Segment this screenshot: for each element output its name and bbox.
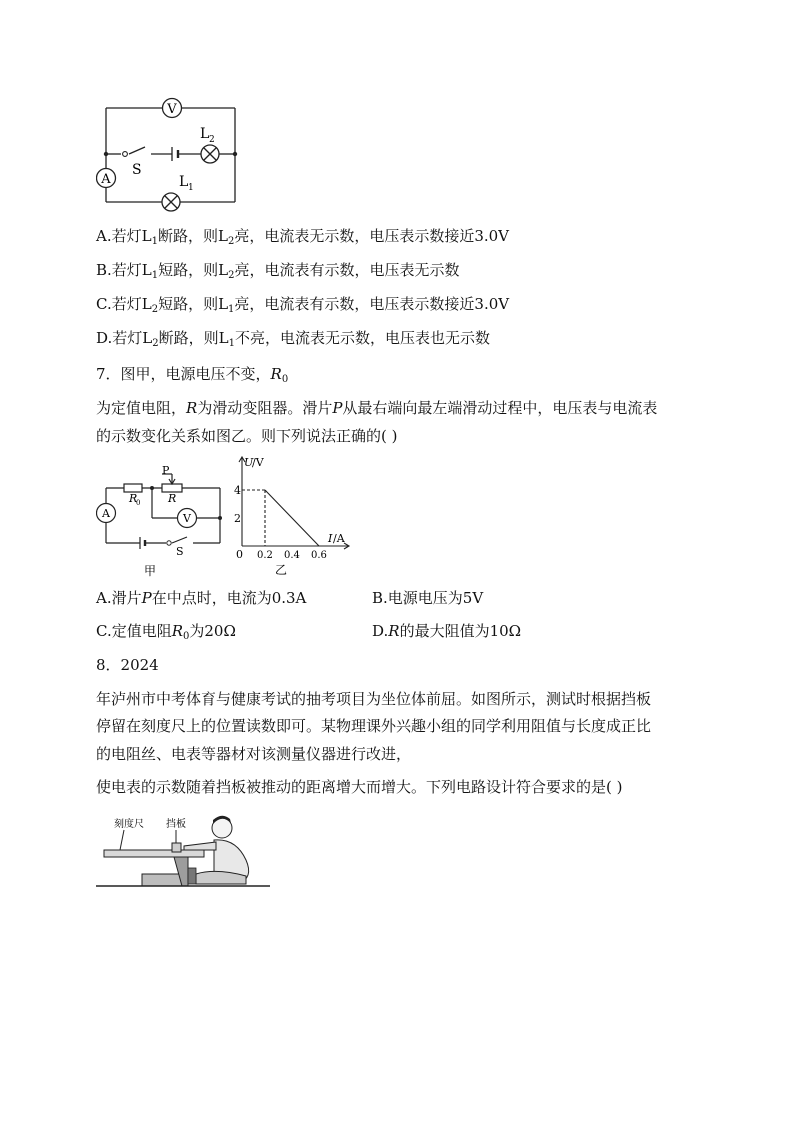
q8-stem-line4: 的电阻丝、电表等器材对该测量仪器进行改进， xyxy=(96,745,412,763)
jia-ammeter: A xyxy=(102,507,110,520)
option-b-post: 短路，则 xyxy=(158,261,219,279)
lamp1-label: L xyxy=(179,174,189,190)
q8-stem-line3: 停留在刻度尺上的位置读数即可。某物理课外兴趣小组的同学利用阻值与长度成正比 xyxy=(96,717,652,735)
q7-line2-pre: 为定值电阻， xyxy=(96,399,187,417)
option-c-lamp2-sub: 1 xyxy=(228,304,235,315)
option-b-pre: B.若灯 xyxy=(96,261,142,279)
option-c-pre: C.若灯 xyxy=(96,295,142,313)
q6-option-a[interactable] xyxy=(96,226,509,252)
yi-ylabel-unit: /V xyxy=(252,456,264,469)
q8-sit-and-reach-figure xyxy=(96,812,270,890)
q7-option-d[interactable] xyxy=(372,621,521,641)
yi-xlabel-i: I xyxy=(328,532,333,545)
lamp2-label: L xyxy=(200,126,210,142)
q7-c-end: 为20Ω xyxy=(189,622,236,640)
yi-xtick-02: 0.2 xyxy=(257,550,273,561)
q7-r0: R xyxy=(270,365,282,383)
yi-xlabel-unit: /A xyxy=(333,532,345,545)
option-a-lamp-sub: 1 xyxy=(151,236,158,247)
q7-stem-line3: 的示数变化关系如图乙。则下列说法正确的( ) xyxy=(96,427,398,445)
yi-ytick-4: 4 xyxy=(234,484,241,497)
jia-r-label: R xyxy=(168,492,177,505)
jia-switch: S xyxy=(176,545,184,558)
jia-caption: 甲 xyxy=(144,564,157,578)
yi-xtick-04: 0.4 xyxy=(284,550,300,561)
voltmeter-symbol: V xyxy=(167,102,177,117)
option-a-end: 亮，电流表无示数，电压表示数接近3.0V xyxy=(234,227,510,245)
q7-option-b[interactable]: B.电源电压为5V xyxy=(372,589,484,607)
option-b-lamp-sub: 1 xyxy=(151,270,159,281)
q7-c-sub: 0 xyxy=(183,631,190,642)
yi-ytick-2: 2 xyxy=(234,512,241,525)
option-a-lamp: L xyxy=(141,227,152,245)
option-b-lamp2-sub: 2 xyxy=(228,270,235,281)
jia-r0-sub: 0 xyxy=(136,499,141,507)
option-c-lamp2: L xyxy=(218,295,229,313)
q8-stem-line1: 8．2024 xyxy=(96,656,159,674)
ruler-label: 刻度尺 xyxy=(114,819,144,830)
option-a-post: 断路，则 xyxy=(157,227,218,245)
jia-voltmeter: V xyxy=(183,512,191,525)
option-b-lamp: L xyxy=(141,261,152,279)
option-c-lamp: L xyxy=(141,295,152,313)
q7-a-end: 在中点时，电流为0.3A xyxy=(151,589,307,607)
q7-d-pre: D. xyxy=(372,622,389,640)
q7-option-a[interactable] xyxy=(96,588,306,608)
q8-stem-line2: 年泸州市中考体育与健康考试的抽考项目为坐位体前屈。如图所示，测试时根据挡板 xyxy=(96,690,652,708)
q7-graph-yi xyxy=(228,452,356,576)
option-c-end: 亮，电流表有示数，电压表示数接近3.0V xyxy=(234,295,510,313)
q7-head: 7．图甲，电源电压不变， xyxy=(96,365,271,383)
q7-line2-mid: 为滑动变阻器。滑片 xyxy=(197,399,333,417)
q7-a-p: P xyxy=(141,589,152,607)
option-d-end: 不亮，电流表无示数，电压表也无示数 xyxy=(234,329,490,347)
switch-label: S xyxy=(132,162,142,178)
yi-ylabel-u: U xyxy=(244,456,254,469)
option-d-post: 断路，则 xyxy=(158,329,219,347)
option-d-pre: D.若灯 xyxy=(96,329,143,347)
q7-stem-line2 xyxy=(96,398,657,418)
yi-caption: 乙 xyxy=(275,563,288,576)
q7-r0-sub: 0 xyxy=(281,374,289,385)
q7-d-end: 的最大阻值为10Ω xyxy=(399,622,522,640)
yi-origin: 0 xyxy=(236,548,243,561)
option-c-post: 短路，则 xyxy=(158,295,219,313)
q6-option-d[interactable] xyxy=(96,328,490,354)
option-a-lamp2: L xyxy=(217,227,228,245)
option-d-lamp2: L xyxy=(218,329,229,347)
option-d-lamp2-sub: 1 xyxy=(228,338,235,349)
q7-circuit-jia xyxy=(96,462,236,578)
option-c-lamp-sub: 2 xyxy=(151,304,159,315)
jia-r0-label: R xyxy=(129,492,138,505)
option-b-lamp2: L xyxy=(218,261,229,279)
option-d-lamp-sub: 2 xyxy=(152,338,159,349)
option-a-pre: A.若灯 xyxy=(96,227,142,245)
q6-option-b[interactable] xyxy=(96,260,460,286)
q7-d-r: R xyxy=(388,622,400,640)
q7-option-c[interactable] xyxy=(96,621,236,647)
lamp1-sub: 1 xyxy=(188,183,194,193)
q7-c-pre: C.定值电阻 xyxy=(96,622,172,640)
option-b-end: 亮，电流表有示数，电压表无示数 xyxy=(234,261,460,279)
yi-xtick-06: 0.6 xyxy=(311,550,327,561)
q6-option-c[interactable] xyxy=(96,294,509,320)
q7-line2-p: P xyxy=(332,399,343,417)
q7-line2-end: 从最右端向最左端滑动过程中，电压表与电流表 xyxy=(342,399,658,417)
q7-stem-line1 xyxy=(96,364,288,390)
jia-p-label: P xyxy=(162,464,170,477)
option-d-lamp: L xyxy=(142,329,153,347)
q7-c-r: R xyxy=(171,622,184,640)
q7-line2-r: R xyxy=(186,399,198,417)
q6-circuit-diagram xyxy=(96,92,246,214)
option-a-lamp2-sub: 2 xyxy=(227,236,235,247)
q7-a-pre: A.滑片 xyxy=(96,589,142,607)
ammeter-symbol: A xyxy=(101,172,111,187)
q8-stem-line5: 使电表的示数随着挡板被推动的距离增大而增大。下列电路设计符合要求的是( ) xyxy=(96,778,623,796)
lamp2-sub: 2 xyxy=(209,135,215,145)
board-label: 挡板 xyxy=(166,819,186,830)
